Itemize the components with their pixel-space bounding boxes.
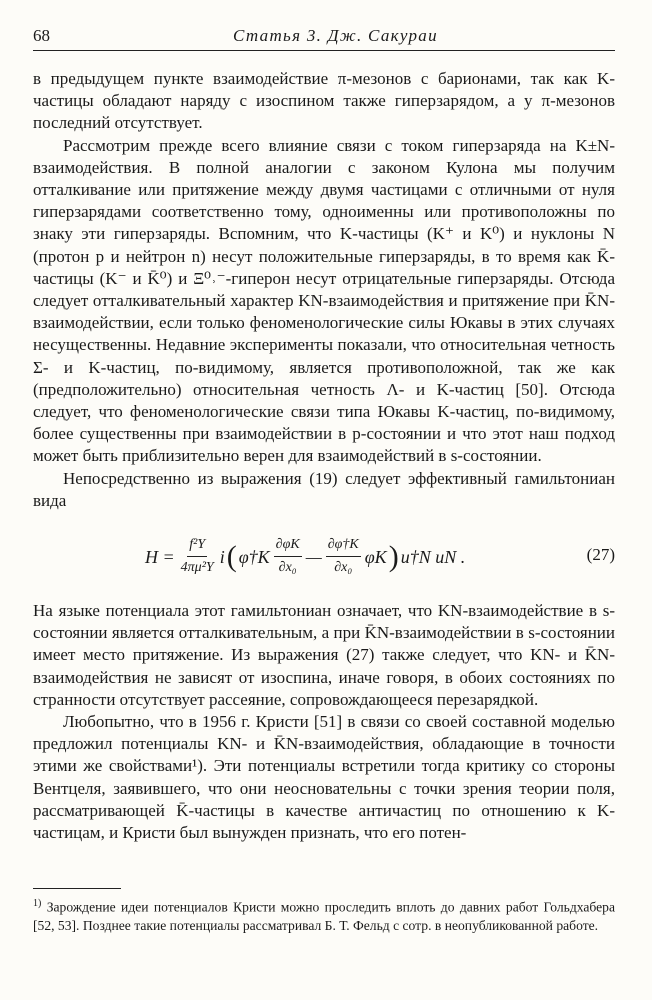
footnote-mark: 1) — [33, 898, 42, 909]
paragraph: в предыдущем пункте взаимодействие π-мезонов с барионами, так как K-частицы обладают наряду с изоспином также гиперзарядом, а у π-мезонов последний отсутствует. — [33, 69, 615, 133]
derivative-2-den: ∂x₀ — [334, 560, 353, 576]
paragraph: Любопытно, что в 1956 г. Кристи [51] в связи со своей составной моделью предложил потенциалы KN- и K̄N-взаимодействия, обладающие в точности этими же свойствами¹). Эти потенциалы встретили тогда критику со стороны Вентцеля, заявившего, что они неосновательны с точки зрения теории поля, рассматривающей K̄-частицы в качестве античастиц по отношению к K-частицам, и Кристи был вынужден признать, что его потен- — [33, 712, 615, 843]
equation-expression — [145, 534, 465, 579]
fraction-numerator: f²Y — [187, 534, 207, 557]
running-title: Статья 3. Дж. Сакураи — [233, 26, 438, 45]
phi-dagger: φ†K — [238, 546, 270, 567]
footnote-text: Зарождение идеи потенциалов Кристи можно проследить вплоть до давних работ Гольдхабера [52, 53]. Позднее такие потенциалы рассматривал Б. Т. Фельд с сотр. в неопубликованной работе. — [33, 899, 615, 934]
equation-number: (27) — [586, 545, 615, 565]
equation-lhs: H = — [145, 546, 175, 567]
fraction-denominator: 4πμ²Y — [180, 560, 214, 576]
body-text — [33, 68, 615, 844]
phi-k: φK — [364, 546, 387, 567]
imaginary-unit: i — [219, 546, 225, 567]
close-paren: ) — [388, 539, 399, 573]
equation-27 — [33, 528, 615, 584]
coupling-fraction — [179, 534, 216, 579]
page-number: 68 — [33, 26, 50, 45]
minus-sign: — — [305, 546, 322, 567]
footnote — [33, 895, 615, 936]
derivative-2 — [326, 534, 361, 579]
page-header — [33, 26, 615, 51]
derivative-1 — [274, 534, 302, 579]
derivative-2-num: ∂φ†K — [326, 534, 361, 557]
paragraph: Непосредственно из выражения (19) следует эффективный гамильтониан вида — [33, 468, 615, 510]
open-paren: ( — [226, 539, 237, 573]
derivative-1-den: ∂x₀ — [278, 560, 297, 576]
nucleon-current: u†N uN . — [400, 546, 466, 567]
paragraph: На языке потенциала этот гамильтониан означает, что KN-взаимодействие в s-состоянии является отталкивательным, а при K̄N-взаимодействии в s-состоянии имеет место притяжение. Из выражения (27) также следует, что KN- и K̄N-взаимодействия не зависят от изоспина, иначе говоря, в обоих состояниях по странности отсутствует рассеяние, сопровождающееся перезарядкой. — [33, 601, 615, 709]
derivative-1-num: ∂φK — [274, 534, 302, 557]
footnote-rule — [33, 888, 121, 889]
paragraph: Рассмотрим прежде всего влияние связи с током гиперзаряда на K±N-взаимодействия. В полной аналогии с законом Кулона мы получим отталкивание или притяжение между двумя частицами с отличными от нуля гиперзарядами соответственно тому, одноименны или противоположны по знаку эти гиперзаряды. Вспомним, что K-частицы (K⁺ и K⁰) и нуклоны N (протон p и нейтрон n) несут положительные гиперзаряды, в то время как K̄-частицы (K⁻ и K̄⁰) и Ξ⁰˒⁻-гиперон несут отрицательные гиперзаряды. Отсюда следует отталкивательный характер KN-взаимодействия и притяжение при K̄N-взаимодействии, если только феноменологические силы Юкавы в этих случаях несущественны. Недавние эксперименты показали, что относительная четность Σ- и K-частиц, по-видимому, является противоположной, так же как (предположительно) относительная четность Λ- и K-частиц [50]. Отсюда следует, что феноменологические связи типа Юкавы K-частиц, по-видимому, более существенны при взаимодействии в p-состоянии и что этот наш подход может быть приблизительно верен для взаимодействий в s-состоянии. — [33, 135, 615, 466]
